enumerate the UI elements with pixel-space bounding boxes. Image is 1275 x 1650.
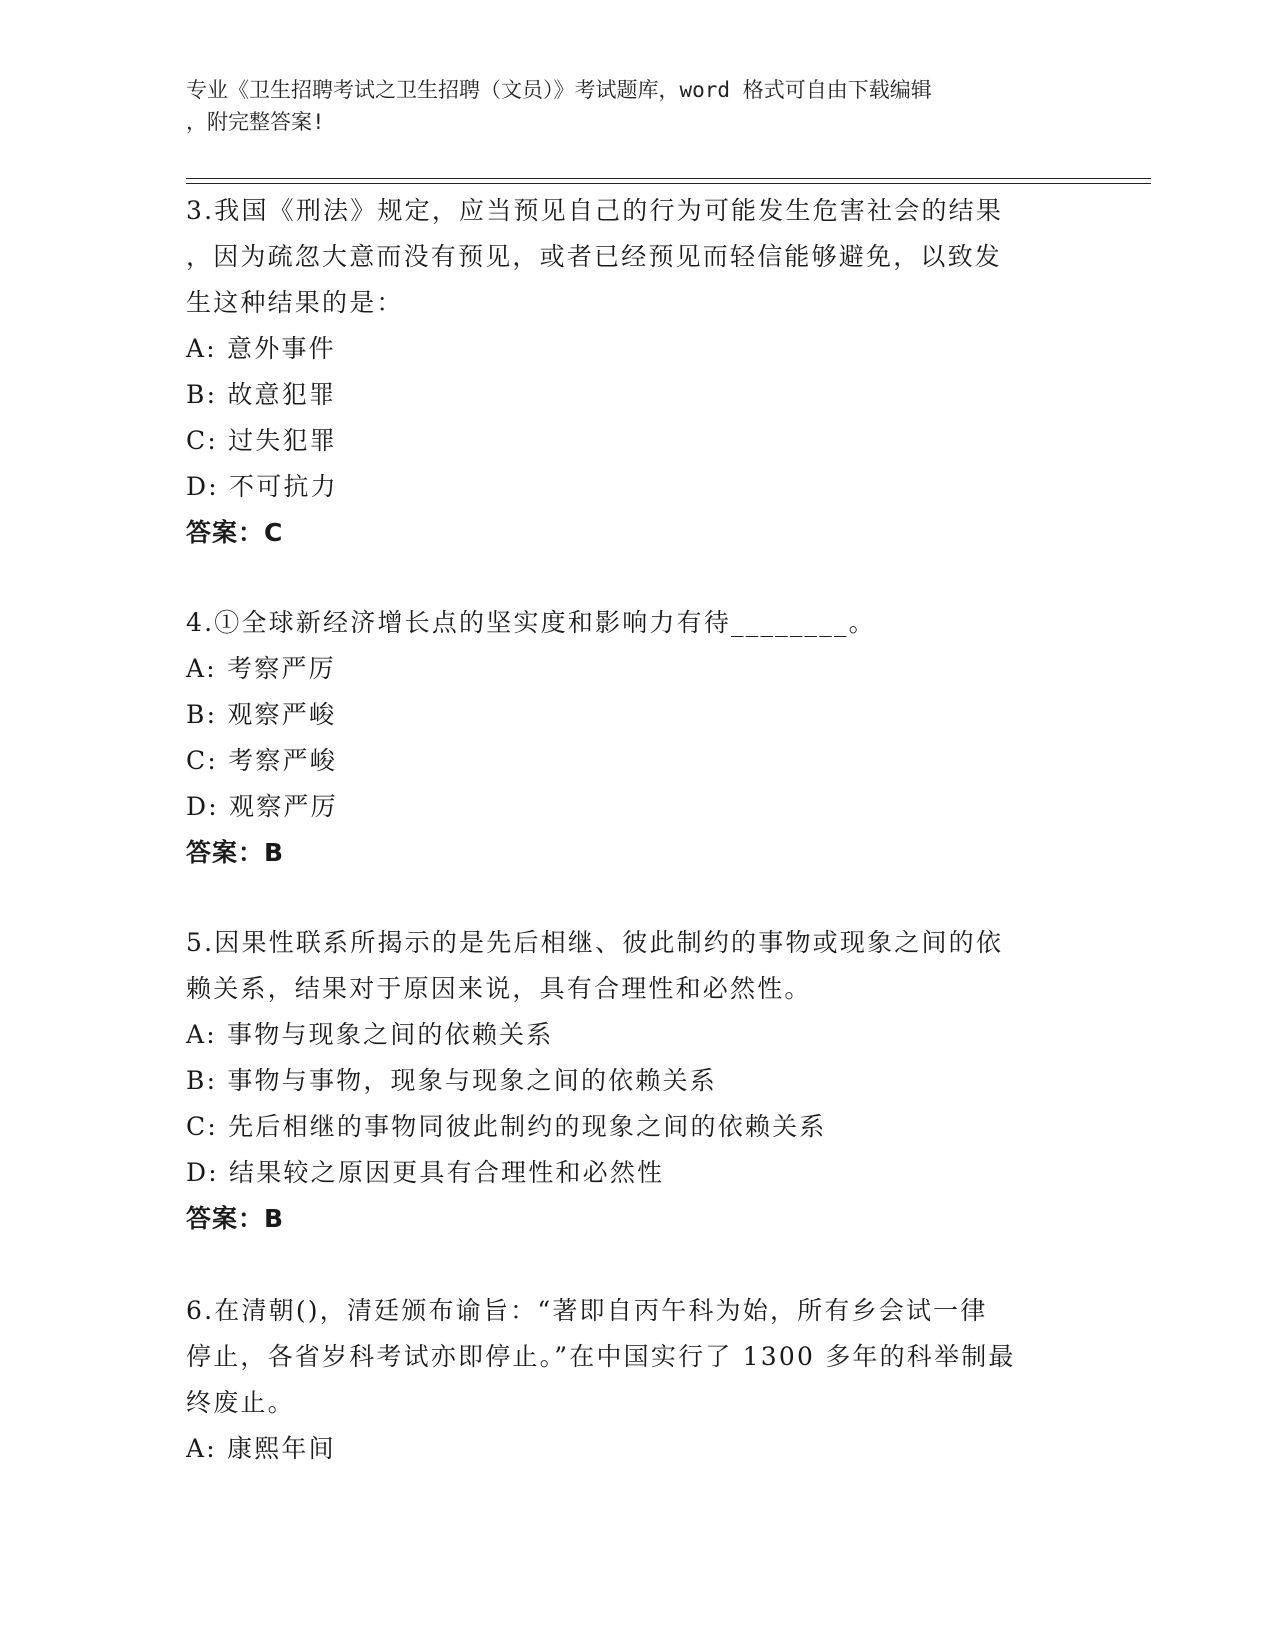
answer: 答案：C (186, 518, 284, 547)
option-d: D: 结果较之原因更具有合理性和必然性 (186, 1158, 665, 1187)
question-5 (186, 920, 1086, 1242)
option-c: C: 先后相继的事物同彼此制约的现象之间的依赖关系 (186, 1112, 827, 1141)
document-header (186, 74, 1066, 138)
option-b: B: 观察严峻 (186, 700, 337, 729)
option-d: D: 观察严厉 (186, 792, 338, 821)
header-line-1: 专业《卫生招聘考试之卫生招聘（文员）》考试题库，word 格式可自由下载编辑 (186, 78, 932, 102)
question-stem-line: 赖关系，结果对于原因来说，具有合理性和必然性。 (186, 974, 812, 1003)
question-stem-line: ，因为疏忽大意而没有预见，或者已经预见而轻信能够避免，以致发 (186, 242, 1003, 271)
option-a: A: 意外事件 (186, 334, 336, 363)
question-stem-line: 6.在清朝()，清廷颁布谕旨：“著即自丙午科为始，所有乡会试一律 (186, 1296, 988, 1325)
option-d: D: 不可抗力 (186, 472, 338, 501)
question-stem-line: 5.因果性联系所揭示的是先后相继、彼此制约的事物或现象之间的依 (186, 928, 1004, 957)
answer: 答案：B (186, 1204, 285, 1233)
question-stem-line: 终废止。 (186, 1388, 295, 1417)
question-stem-line: 停止，各省岁科考试亦即停止。”在中国实行了 1300 多年的科举制最 (186, 1342, 1016, 1371)
question-3 (186, 188, 1086, 556)
question-4 (186, 600, 1086, 876)
header-line-2: ，附完整答案! (186, 110, 325, 134)
question-stem-line: 3.我国《刑法》规定，应当预见自己的行为可能发生危害社会的结果 (186, 196, 1004, 225)
option-a: A: 事物与现象之间的依赖关系 (186, 1020, 554, 1049)
option-a: A: 考察严厉 (186, 654, 336, 683)
option-c: C: 考察严峻 (186, 746, 337, 775)
option-b: B: 事物与事物，现象与现象之间的依赖关系 (186, 1066, 717, 1095)
question-6 (186, 1288, 1086, 1472)
question-stem-line: 生这种结果的是： (186, 288, 404, 317)
option-a: A: 康熙年间 (186, 1434, 336, 1463)
header-rule-top (186, 178, 1151, 179)
option-c: C: 过失犯罪 (186, 426, 337, 455)
answer: 答案：B (186, 838, 285, 867)
question-stem-line: 4.①全球新经济增长点的坚实度和影响力有待________。 (186, 608, 876, 637)
option-b: B: 故意犯罪 (186, 380, 337, 409)
header-rule-bottom (186, 183, 1151, 184)
